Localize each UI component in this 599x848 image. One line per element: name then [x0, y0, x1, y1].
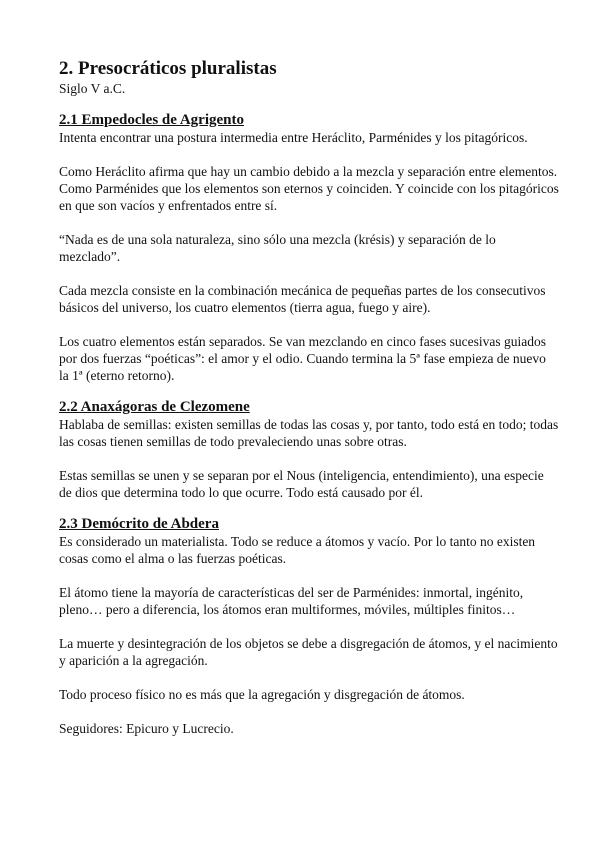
- section-democrito: [59, 515, 559, 737]
- paragraph: Todo proceso físico no es más que la agregación y disgregación de átomos.: [59, 687, 465, 702]
- section-empedocles: [59, 111, 559, 384]
- section-anaxagoras: [59, 398, 559, 501]
- paragraph: Seguidores: Epicuro y Lucrecio.: [59, 721, 234, 736]
- section-heading: 2.1 Empedocles de Agrigento: [59, 112, 244, 128]
- paragraph: “Nada es de una sola naturaleza, sino sólo una mezcla (krésis) y separación de lo mezclado”.: [59, 232, 496, 264]
- paragraph: Es considerado un materialista. Todo se reduce a átomos y vacío. Por lo tanto no existen cosas como el alma o las fuerzas poéticas.: [59, 534, 536, 566]
- section-heading: 2.3 Demócrito de Abdera: [59, 516, 219, 532]
- paragraph: Como Heráclito afirma que hay un cambio debido a la mezcla y separación entre elementos. Como Parménides que los elementos son eternos y coinciden. Y coincide con los pitagóricos en que son vacíos y enfrentados entre sí.: [59, 164, 559, 213]
- paragraph: El átomo tiene la mayoría de características del ser de Parménides: inmortal, ingénito, pleno… pero a diferencia, los átomos eran multiformes, móviles, múltiples finitos…: [59, 585, 524, 617]
- document-page: [59, 58, 559, 754]
- paragraph: Intenta encontrar una postura intermedia entre Heráclito, Parménides y los pitagóricos.: [59, 130, 528, 145]
- document-subtitle: Siglo V a.C.: [59, 81, 126, 96]
- document-title: 2. Presocráticos pluralistas: [59, 58, 277, 79]
- paragraph: Estas semillas se unen y se separan por el Nous (inteligencia, entendimiento), una especie de dios que determina todo lo que ocurre. Todo está causado por él.: [59, 468, 544, 500]
- paragraph: La muerte y desintegración de los objetos se debe a disgregación de átomos, y el nacimiento y aparición a la agregación.: [59, 636, 558, 668]
- paragraph: Hablaba de semillas: existen semillas de todas las cosas y, por tanto, todo está en todo; todas las cosas tienen semillas de todo prevaleciendo unas sobre otras.: [59, 417, 559, 449]
- paragraph: Los cuatro elementos están separados. Se van mezclando en cinco fases sucesivas guiados por dos fuerzas “poéticas”: el amor y el odio. Cuando termina la 5ª fase empieza de nuevo la 1ª (eterno retorno).: [59, 334, 546, 383]
- paragraph: Cada mezcla consiste en la combinación mecánica de pequeñas partes de los consecutivos básicos del universo, los cuatro elementos (tierra agua, fuego y aire).: [59, 283, 546, 315]
- section-heading: 2.2 Anaxágoras de Clezomene: [59, 399, 250, 415]
